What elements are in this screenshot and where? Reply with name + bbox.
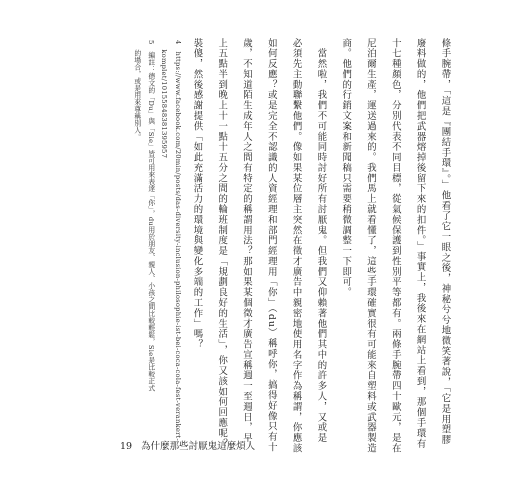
page-footer [120,438,261,452]
page-number: 19 [120,441,133,452]
text-column: 條手腕帶，「這是『團結手環』。」他看了它一眼之後，神秘兮兮地微笑著說，「它是用塑膠 [439,38,451,446]
footnote-column: 5 編註：德文的「Du」與「Sie」皆可用來表達「你」，du用於朋友、親人、小孩之間比較輕鬆，Sie是比較正式 [146,40,155,392]
text-column: 上五點半到晚上十一點十五分之間的輪班制度是「規劃良好的生活」，你又該如何回應呢？ [216,38,228,449]
footnote-column: 4 https://www.facebook.com/20min/posts/das-diversity-inclusion-philosophie-ist-bei-coca-cola-fest-verankert- [173,40,182,441]
text-column: 歲，不知道陌生成年人之間有特定的稱謂用法？那如果某個徵才廣告宣稱週一至週日，早 [241,38,252,444]
running-title: 為什麼那些討厭鬼這麼煩人 [141,441,256,452]
text-column: 當然啦，我們不可能同時討好所有討厭鬼。但我們又仰賴著他們其中的許多人，又或是 [315,38,327,444]
text-column: 廢料做的，他們把武器熔掉後留下來的扣件。」事實上，我後來在網站上看到，那個手環有 [414,38,426,449]
text-column: 十七種顏色，分別代表不同目標，從氣候保護到性別平等都有。兩條手腕帶四十歐元，是在 [389,38,401,454]
text-column: 商。他們的行銷文案和新聞稿只需要稍微調整一下即可。 [340,38,352,298]
footnote-column: komplet/10155848381395957 [159,40,168,159]
text-column: 如何反應？或是完全不認識的人資經理和部門經理用「你」（du）稱呼你，搞得好像只有十 [265,38,277,453]
footnote-column: 的場合，或是用來尊稱別人。 [132,40,141,141]
text-column: 裝傻，然後感謝提供「如此充滿活力的環境與變化多端的工作」嗎？ [191,38,203,350]
text-column: 必須先主動聯繫他們。像如果某位層主突然在徵才廣告中親密地使用名字作為稱謂，你應該 [290,38,302,454]
text-column: 尼泊爾生產，運送過來的。我們馬上就看懂了，這些手環確實很有可能來自塑料或武器製造 [365,38,376,454]
